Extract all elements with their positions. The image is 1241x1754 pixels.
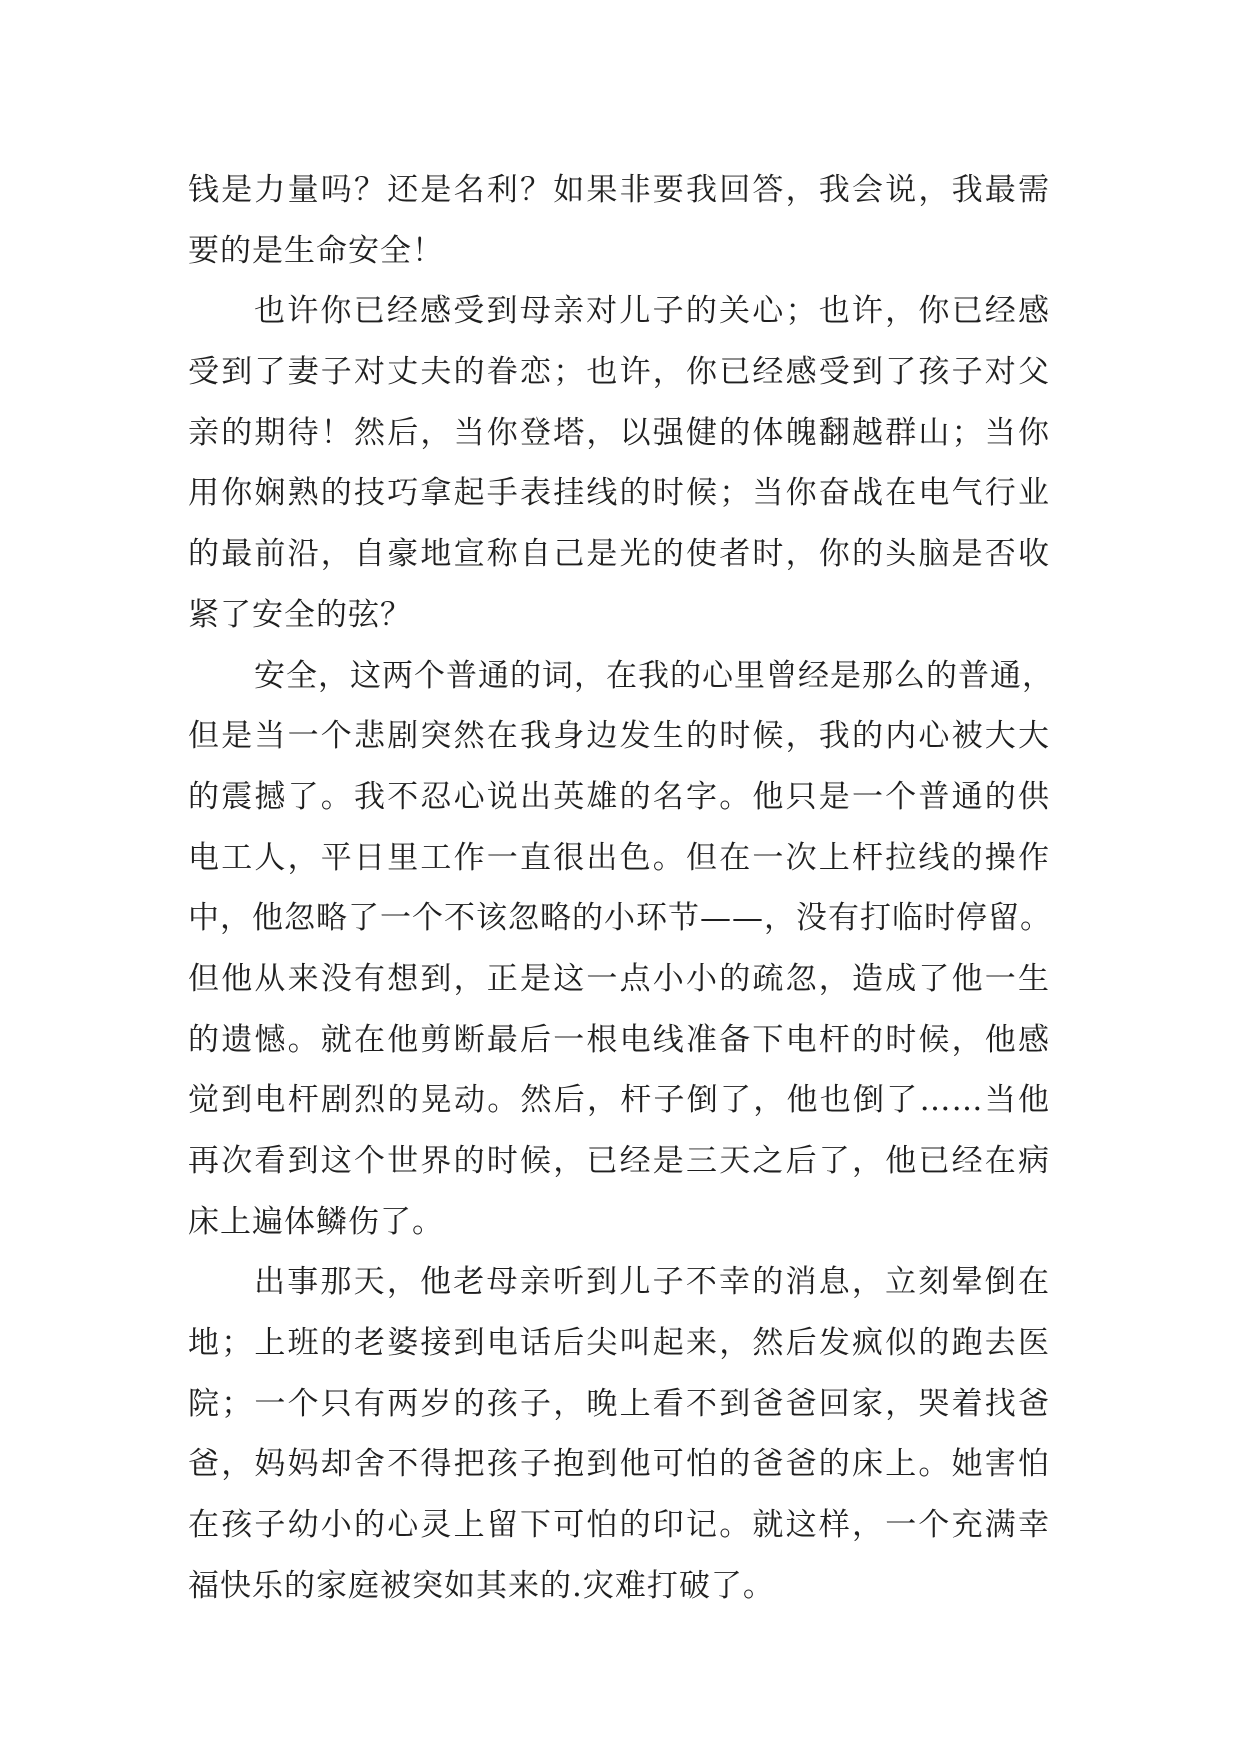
text-line: 安全，这两个普通的词，在我的心里曾经是那么的普通， <box>254 657 1054 694</box>
text-line: 爸，妈妈却舍不得把孩子抱到他可怕的爸爸的床上。她害怕 <box>188 1446 1050 1483</box>
paragraph-2 <box>188 281 1050 645</box>
text-line: 但是当一个悲剧突然在我身边发生的时候，我的内心被大大 <box>188 718 1050 755</box>
text-line: 要的是生命安全！ <box>188 232 444 269</box>
text-line: 但他从来没有想到，正是这一点小小的疏忽，造成了他一生 <box>188 960 1050 997</box>
paragraph-1 <box>188 160 1050 281</box>
text-line: 亲的期待！然后，当你登塔，以强健的体魄翻越群山；当你 <box>188 414 1050 451</box>
text-line: 紧了安全的弦？ <box>188 596 412 633</box>
paragraph-3 <box>188 646 1054 1253</box>
text-line: 出事那天，他老母亲听到儿子不幸的消息，立刻晕倒在 <box>254 1264 1050 1301</box>
text-line: 受到了妻子对丈夫的眷恋；也许，你已经感受到了孩子对父 <box>188 354 1050 391</box>
paragraph-4 <box>188 1252 1050 1616</box>
document-body <box>188 160 1054 1617</box>
text-line: 用你娴熟的技巧拿起手表挂线的时候；当你奋战在电气行业 <box>188 475 1050 512</box>
text-line: 福快乐的家庭被突如其来的.灾难打破了。 <box>188 1567 775 1604</box>
text-line: 的震撼了。我不忍心说出英雄的名字。他只是一个普通的供 <box>188 778 1050 815</box>
text-line: 再次看到这个世界的时候，已经是三天之后了，他已经在病 <box>188 1143 1050 1179</box>
text-line: 中，他忽略了一个不该忽略的小环节——，没有打临时停留。 <box>188 900 1052 937</box>
text-line: 电工人，平日里工作一直很出色。但在一次上杆拉线的操作 <box>188 839 1050 876</box>
text-line: 院；一个只有两岁的孩子，晚上看不到爸爸回家，哭着找爸 <box>188 1385 1050 1422</box>
text-line: 钱是力量吗？还是名利？如果非要我回答，我会说，我最需 <box>188 172 1050 208</box>
text-line: 觉到电杆剧烈的晃动。然后，杆子倒了，他也倒了……当他 <box>188 1082 1050 1119</box>
text-line: 的遗憾。就在他剪断最后一根电线准备下电杆的时候，他感 <box>188 1021 1050 1058</box>
text-line: 床上遍体鳞伤了。 <box>188 1203 444 1240</box>
text-line: 也许你已经感受到母亲对儿子的关心；也许，你已经感 <box>254 293 1050 330</box>
text-line: 在孩子幼小的心灵上留下可怕的印记。就这样，一个充满幸 <box>188 1507 1050 1544</box>
text-line: 的最前沿，自豪地宣称自己是光的使者时，你的头脑是否收 <box>188 536 1050 573</box>
text-line: 地；上班的老婆接到电话后尖叫起来，然后发疯似的跑去医 <box>188 1325 1050 1362</box>
